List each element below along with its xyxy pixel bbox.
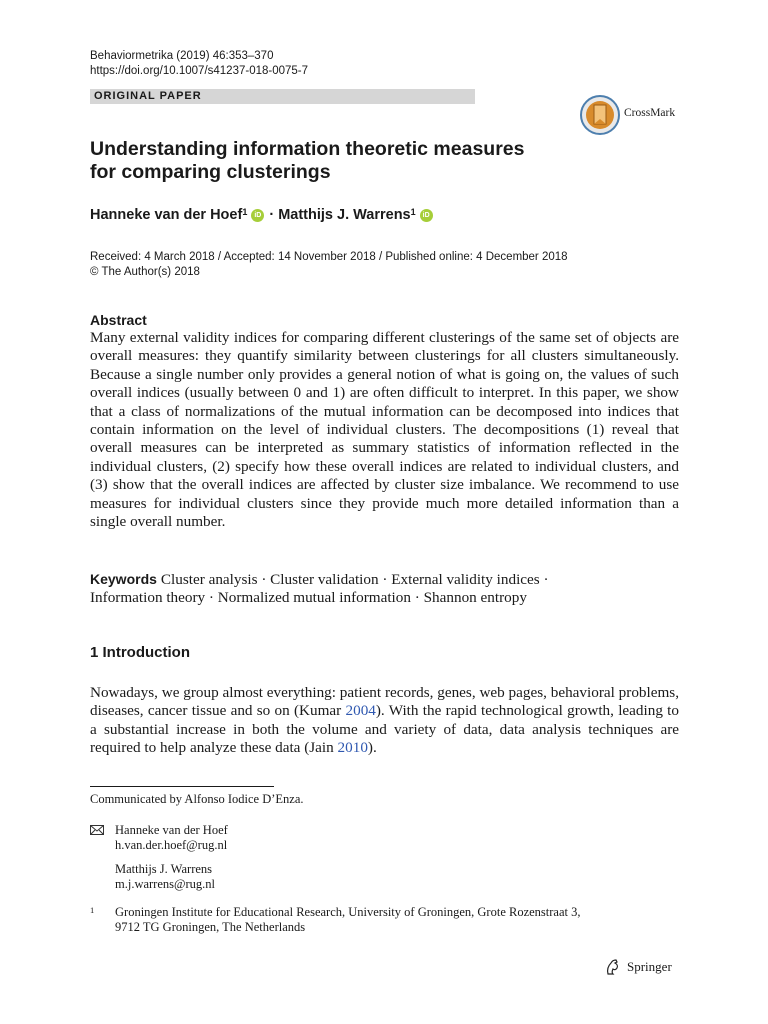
author-separator: ·	[269, 207, 275, 223]
history-line: Received: 4 March 2018 / Accepted: 14 November 2018 / Published online: 4 December 2018	[90, 251, 568, 263]
affiliation-marker: 1	[410, 207, 416, 217]
springer-horse-icon	[604, 958, 622, 976]
affiliation-line-2: 9712 TG Groningen, The Netherlands	[115, 920, 306, 934]
contact-name: Matthijs J. Warrens	[115, 862, 213, 876]
article-title	[90, 138, 610, 184]
second-author-contact	[115, 862, 215, 892]
publisher-name: Springer	[627, 959, 672, 974]
crossmark-label: CrossMark	[624, 107, 676, 119]
footnote-divider	[90, 786, 274, 787]
communicated-by: Communicated by Alfonso Iodice D’Enza.	[90, 792, 304, 806]
crossmark-badge[interactable]	[580, 95, 676, 135]
body-text: ).	[367, 739, 377, 757]
journal-line: Behaviormetrika (2019) 46:353–370	[90, 50, 274, 62]
body-text: Nowadays, we group almost everything: patient records, genes, web pages, behavioral problems, diseases, cancer tissue and so on (Kumar	[90, 684, 679, 720]
contact-email[interactable]: m.j.warrens@rug.nl	[115, 877, 216, 891]
contact-email[interactable]: h.van.der.hoef@rug.nl	[115, 838, 228, 852]
affiliation-number: 1	[90, 905, 95, 915]
title-line-2: for comparing clusterings	[90, 161, 331, 183]
journal-citation	[90, 49, 308, 79]
keywords-label: Keywords	[90, 571, 157, 587]
article-type-banner	[90, 89, 475, 104]
orcid-icon[interactable]: iD	[251, 209, 264, 222]
author-list	[90, 207, 438, 223]
envelope-icon	[90, 825, 104, 835]
section-heading: 1 Introduction	[90, 644, 190, 661]
crossmark-icon	[580, 95, 620, 135]
citation-link[interactable]: 2010	[337, 739, 368, 757]
author-name[interactable]: Hanneke van der Hoef	[90, 207, 243, 223]
author-name[interactable]: Matthijs J. Warrens	[278, 207, 411, 223]
publication-dates	[90, 250, 568, 280]
article-type-label: ORIGINAL PAPER	[94, 90, 202, 102]
affiliation-line-1: Groningen Institute for Educational Research, University of Groningen, Grote Rozenstraat 3,	[115, 905, 581, 919]
keywords-line-1: Cluster analysis · Cluster validation · External validity indices ·	[160, 571, 549, 588]
title-line-1: Understanding information theoretic measures	[90, 138, 525, 160]
contact-name: Hanneke van der Hoef	[115, 823, 228, 837]
introduction-text	[90, 684, 679, 758]
body-text: ). With the rapid technological growth, leading to a substantial increase in both the volume and variety of data, data analysis techniques are required to help analyze these data (Jain	[90, 702, 679, 757]
affiliation-marker: 1	[242, 207, 248, 217]
affiliation	[115, 905, 581, 935]
abstract-text: Many external validity indices for comparing different clusterings of the same set of objects are overall measures: they quantify similarity between clusterings for all clusters simultaneously. Because a single number only provides a general notion of what is going on, the values of such overall indices (usually between 0 and 1) are often difficult to interpret. In this paper, we show that a class of normalizations of the mutual information can be decomposed into indices that contain information on the level of individual clusters. The decompositions (1) reveal that overall measures can be interpreted as summary statistics of information reflected in the individual clusters, (2) specify how these overall indices are related to individual clusters, and (3) show that the overall indices are affected by cluster size imbalance. We recommend to use measures for individual clusters since they provide much more detailed information than a single overall number.	[90, 329, 679, 531]
publisher-logo	[604, 958, 672, 976]
abstract-heading: Abstract	[90, 312, 147, 328]
corresponding-author	[115, 823, 228, 853]
orcid-icon[interactable]: iD	[420, 209, 433, 222]
citation-link[interactable]: 2004	[345, 702, 376, 720]
keywords-line-2: Information theory · Normalized mutual information · Shannon entropy	[90, 589, 527, 607]
doi-link[interactable]: https://doi.org/10.1007/s41237-018-0075-7	[90, 65, 309, 77]
copyright-line: © The Author(s) 2018	[90, 266, 200, 278]
keywords	[90, 570, 679, 608]
